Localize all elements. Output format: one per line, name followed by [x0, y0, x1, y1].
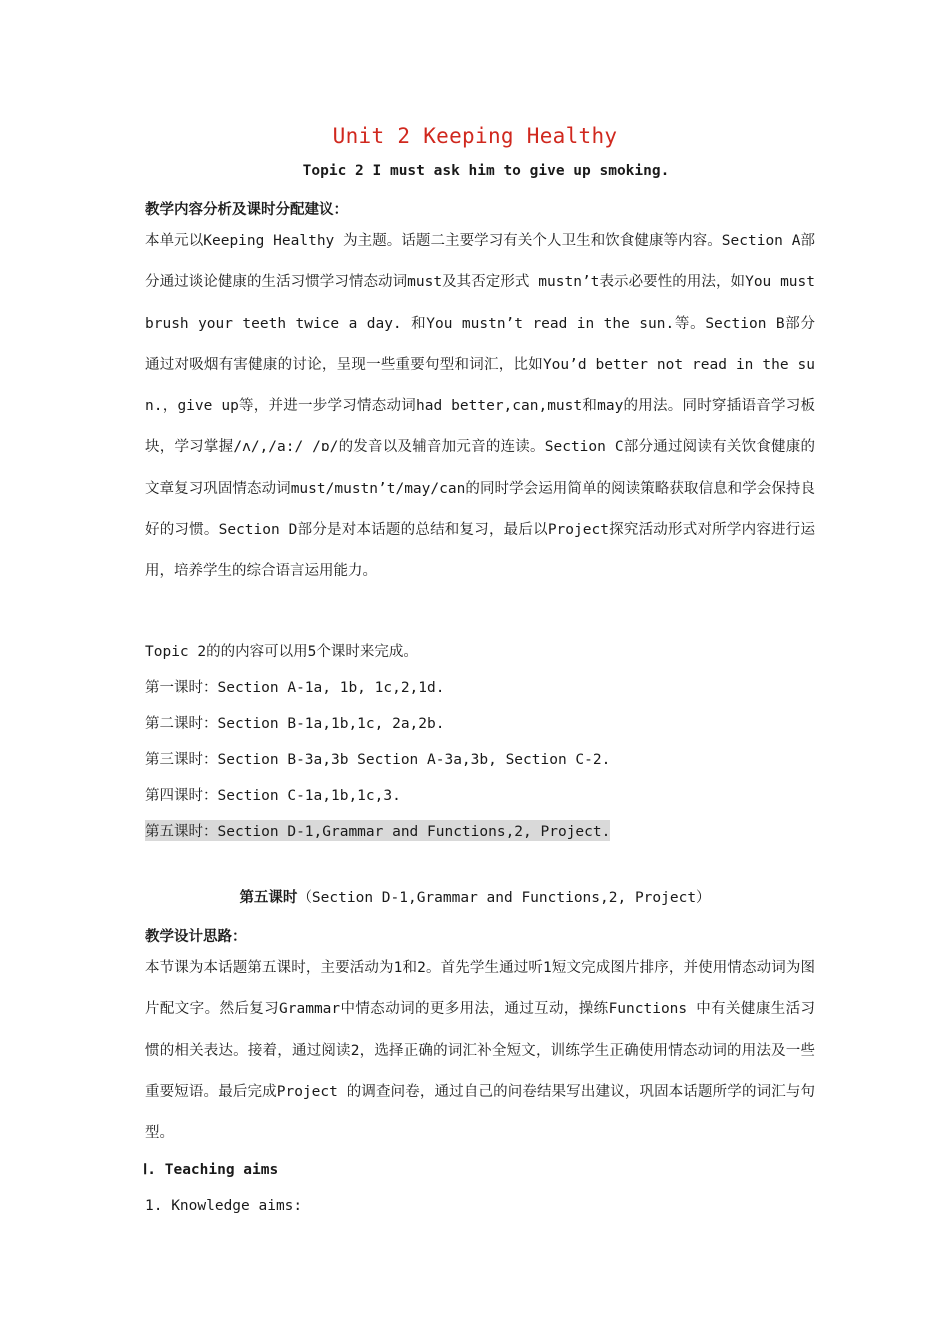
knowledge-aims-item: 1. Knowledge aims:	[145, 1198, 303, 1214]
design-paragraph: 本节课为本话题第五课时，主要活动为1和2。首先学生通过听1短文完成图片排序，并使用情态动词为图片配文字。然后复习Grammar中情态动词的更多用法，通过互动，操练Functions 中有关健康生活习惯的相关表达。接着，通过阅读2，选择正确的词汇补全短文，训练学生正确使用情态动词的用法及一些重要短语。最后完成Project 的调查问卷，通过自己的问卷结果写出建议，巩固本话题所学的词汇与句型。	[145, 960, 815, 1142]
period-item: 第四课时：Section C-1a,1b,1c,3.	[145, 788, 401, 804]
period-item: 第一课时：Section A-1a, 1b, 1c,2,1d.	[145, 680, 445, 696]
topic-subtitle: Topic 2 I must ask him to give up smoking.	[302, 163, 670, 179]
design-heading: 教学设计思路：	[145, 929, 247, 945]
analysis-paragraph: 本单元以Keeping Healthy 为主题。话题二主要学习有关个人卫生和饮食健康等内容。Section A部分通过谈论健康的生活习惯学习情态动词must及其否定形式 mustn’t表示必要性的用法，如You must brush your teeth twice a day. 和You mustn’t read in the sun.等。Section B部分通过对吸烟有害健康的讨论，呈现一些重要句型和词汇，比如You’d better not read in the sun.，give up等，并进一步学习情态动词had better,can,must和may的用法。同时穿插语音学习板块，学习掌握/ʌ/,/a:/ /ɒ/的发音以及辅音加元音的连读。Section C部分通过阅读有关饮食健康的文章复习巩固情态动词must/mustn’t/may/can的同时学会运用简单的阅读策略获取信息和学会保持良好的习惯。Section D部分是对本话题的总结和复习，最后以Project探究活动形式对所学内容进行运用，培养学生的综合语言运用能力。	[145, 233, 815, 580]
lesson-heading-sections: （Section D-1,Grammar and Functions,2, Project）	[297, 890, 711, 906]
period-item-highlighted: 第五课时：Section D-1,Grammar and Functions,2, Project.	[145, 820, 610, 841]
unit-title: Unit 2 Keeping Healthy	[332, 124, 618, 148]
period-item: 第三课时：Section B-3a,3b Section A-3a,3b, Section C-2.	[145, 752, 611, 768]
analysis-heading: 教学内容分析及课时分配建议：	[145, 202, 348, 218]
lesson-heading-bold: 第五课时	[239, 890, 298, 906]
periods-intro: Topic 2的的内容可以用5个课时来完成。	[145, 644, 418, 660]
teaching-aims-heading: Ⅰ. Teaching aims	[143, 1162, 279, 1178]
period-item: 第二课时：Section B-1a,1b,1c, 2a,2b.	[145, 716, 445, 732]
lesson-heading	[0, 886, 950, 907]
